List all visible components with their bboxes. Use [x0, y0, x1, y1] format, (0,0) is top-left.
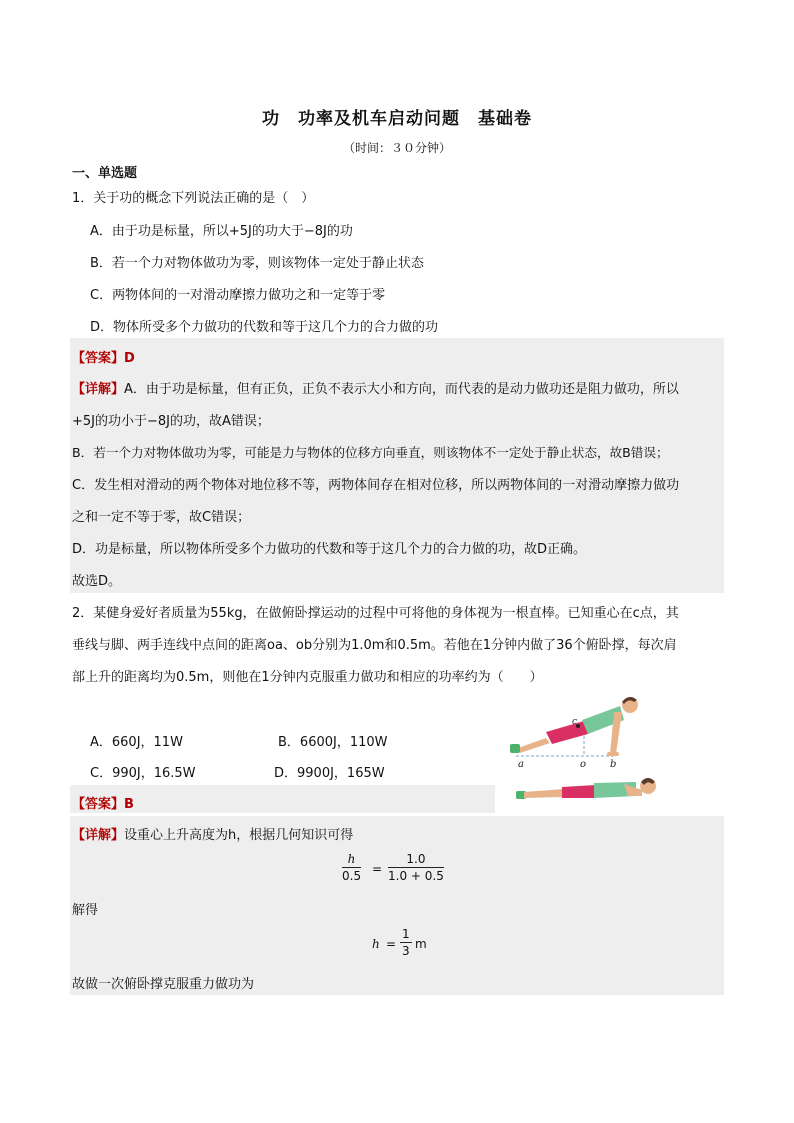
- q2-option-d: D．9900J，165W: [274, 766, 385, 781]
- q1-detail-line-5: 之和一定不等于零，故C错误；: [72, 510, 251, 525]
- label-c: c: [572, 717, 578, 727]
- legs: [518, 738, 550, 753]
- page-title: 功 功率及机车启动问题 基础卷: [262, 109, 532, 129]
- shorts-lowered: [562, 785, 596, 798]
- label-o: o: [580, 759, 587, 770]
- q1-detail-line-1: [72, 378, 679, 397]
- pushup-figure: [496, 690, 666, 815]
- q1-answer-label: 【答案】: [72, 351, 125, 366]
- eq1-left-denominator: 0.5: [342, 869, 362, 883]
- eq2-fraction: [400, 927, 412, 958]
- q2-detail-text: 设重心上升高度为h，根据几何知识可得: [124, 828, 354, 843]
- q2-solve-text: 解得: [72, 903, 99, 918]
- hand: [607, 752, 619, 756]
- q2-option-c: C．990J，16.5W: [90, 766, 196, 781]
- q1-option-d: D．物体所受多个力做功的代数和等于这几个力的合力做的功: [90, 320, 439, 335]
- eq1-equals: =: [372, 862, 383, 876]
- q1-detail-label: 【详解】: [72, 382, 125, 397]
- q2-option-a: A．660J，11W: [90, 735, 183, 750]
- legs-lowered: [524, 789, 564, 798]
- shorts: [546, 721, 588, 744]
- q2-last-text: 故做一次俯卧撑克服重力做功为: [72, 977, 255, 992]
- q1-detail-text-1: A．由于功是标量，但有正负，正负不表示大小和方向，而代表的是动力做功还是阻力做功，所以: [124, 382, 679, 397]
- q1-detail-line-6: D．功是标量，所以物体所受多个力做功的代数和等于这几个力的合力做的功，故D正确。: [72, 542, 587, 557]
- q2-detail-line: [72, 824, 353, 843]
- q2-stem-line-3: 部上升的距离均为0.5m，则他在1分钟内克服重力做功和相应的功率约为（ ）: [72, 670, 543, 685]
- shoe: [510, 744, 520, 753]
- eq2-numerator: 1: [402, 927, 410, 941]
- q2-answer-label: 【答案】: [72, 797, 125, 812]
- page-subtitle: （时间：３０分钟）: [342, 141, 451, 155]
- section-heading: 一、单选题: [72, 166, 138, 181]
- q1-option-c: C．两物体间的一对滑动摩擦力做功之和一定等于零: [90, 288, 386, 303]
- q1-detail-line-3: B．若一个力对物体做功为零，可能是力与物体的位移方向垂直，则该物体不一定处于静止状态，故B错误；: [72, 445, 669, 460]
- q2-option-b: B．6600J，110W: [278, 735, 388, 750]
- eq1-left-fraction: [342, 852, 361, 883]
- eq2-lhs: h: [372, 937, 380, 951]
- eq2-denominator: 3: [402, 944, 410, 958]
- q1-answer: [72, 347, 135, 366]
- q1-detail-line-2: +5J的功小于−8J的功，故A错误；: [72, 414, 270, 429]
- eq2-unit: m: [415, 937, 427, 951]
- q2-stem-line-2: 垂线与脚、两手连线中点间的距离oa、ob分别为1.0m和0.5m。若他在1分钟内做了36个俯卧撑，每次肩: [72, 638, 677, 653]
- q1-option-b: B．若一个力对物体做功为零，则该物体一定处于静止状态: [90, 256, 424, 271]
- q1-option-a: A．由于功是标量，所以+5J的功大于−8J的功: [90, 224, 353, 239]
- q2-answer-value: B: [124, 797, 134, 812]
- q1-answer-value: D: [124, 351, 135, 366]
- eq1-right-fraction: [388, 852, 444, 883]
- label-b: b: [610, 759, 617, 770]
- eq2-equals: =: [386, 937, 397, 951]
- q2-stem-line-1: 2．某健身爱好者质量为55kg，在做俯卧撑运动的过程中可将他的身体视为一根直棒。已知重心在c点，其: [72, 606, 679, 621]
- pushup-lowered-illustration: [516, 778, 656, 799]
- eq1-left-numerator: h: [342, 852, 361, 868]
- label-a: a: [518, 759, 524, 770]
- q1-detail-line-4: C．发生相对滑动的两个物体对地位移不等，两物体间存在相对位移，所以两物体间的一对滑动摩擦力做功: [72, 478, 680, 493]
- pushup-raised-illustration: [510, 697, 638, 770]
- q2-answer: [72, 793, 134, 812]
- q2-detail-label: 【详解】: [72, 828, 125, 843]
- q1-detail-line-7: 故选D。: [72, 574, 122, 589]
- q1-stem: 1．关于功的概念下列说法正确的是（ ）: [72, 191, 315, 206]
- eq1-right-numerator: 1.0: [388, 852, 444, 868]
- eq1-right-denominator: 1.0 + 0.5: [388, 869, 444, 883]
